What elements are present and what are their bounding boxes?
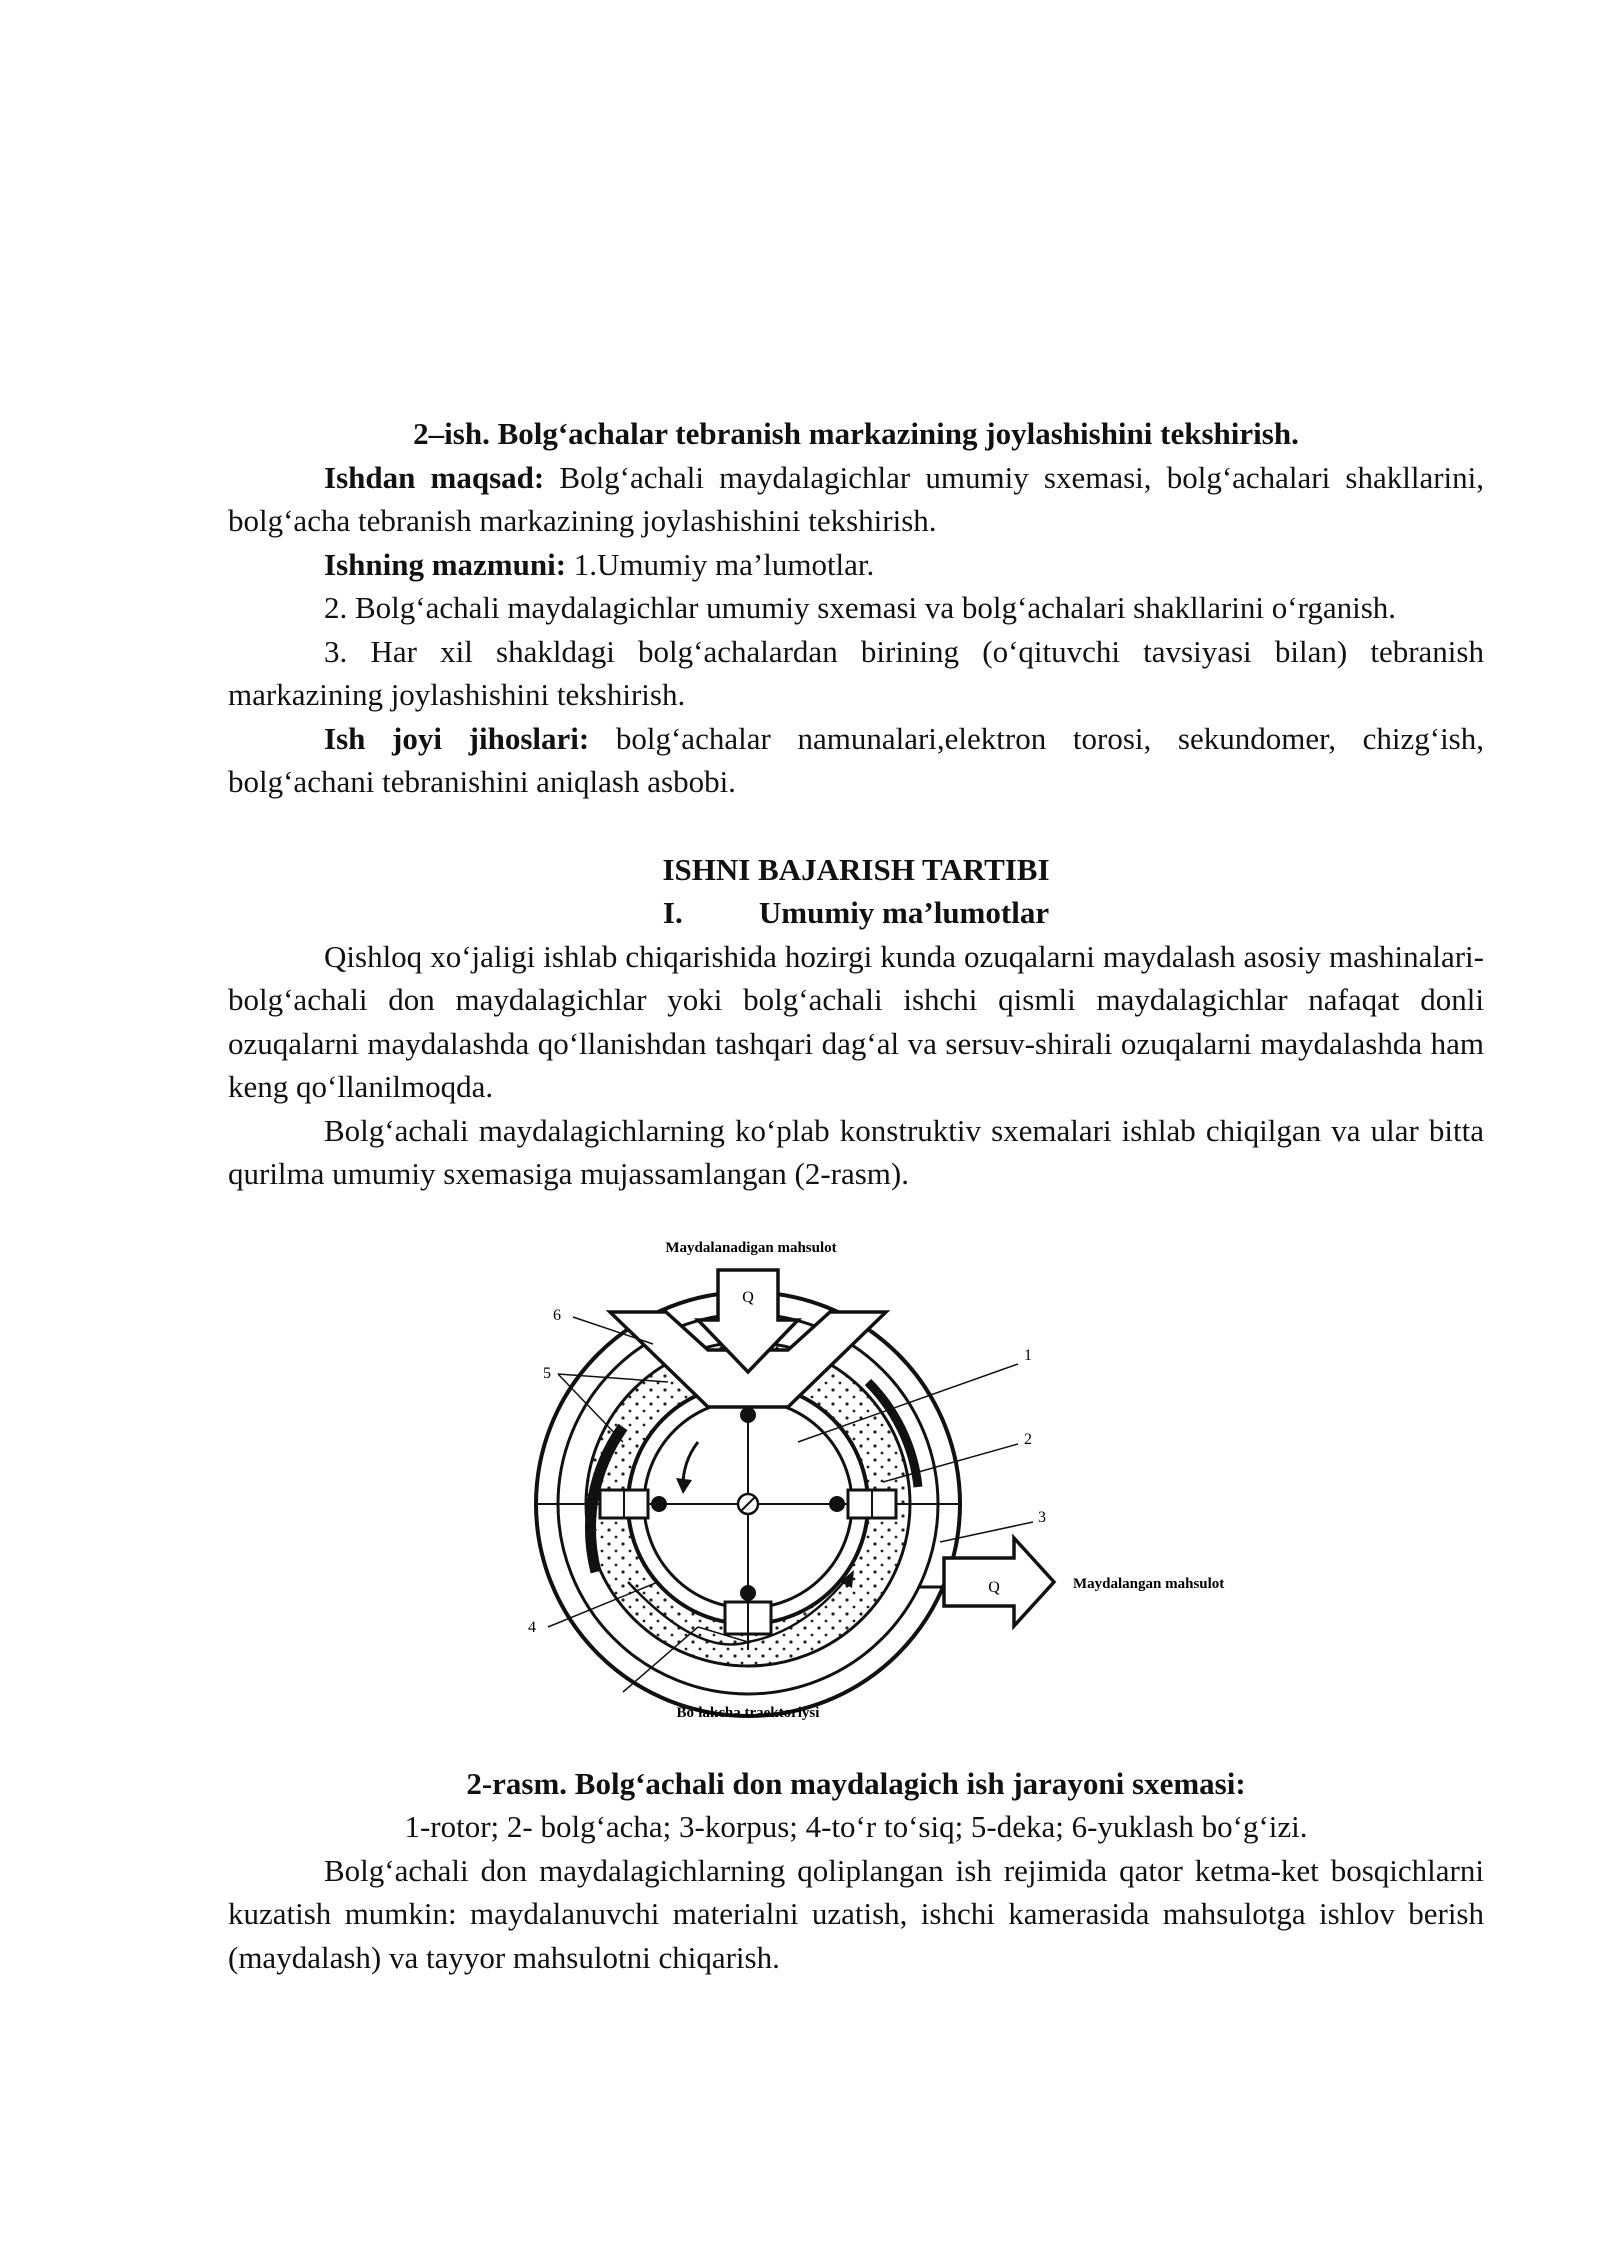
input-flow-symbol: Q (742, 1288, 754, 1306)
goal-text: Bolg‘achali maydalagichlar umumiy sxemasi, bolg‘achalari shakllarini, bolg‘acha tebranish markazining joylashishini tekshirish. (228, 459, 1484, 538)
body-paragraph-1: Qishloq xo‘jaligi ishlab chiqarishida hozirgi kunda ozuqalarni maydalash asosiy mashinalari-bolg‘achali don maydalagichlar yoki bolg‘achali ishchi qismli maydalagichlar nafaqat donli ozuqalarni maydalashda qo‘llanishdan tashqari dag‘al va sersuv-shirali ozuqalarni maydalashda ham keng qo‘llanilmoqda. (228, 938, 1484, 1104)
closing-paragraph: Bolg‘achali don maydalagichlarning qoliplangan ish rejimida qator ketma-ket bosqichlarni kuzatish mumkin: maydalanuvchi materialni uzatish, ishchi kamerasida mahsulotga ishlov berish (maydalash) va tayyor mahsulotni chiqarish. (228, 1852, 1484, 1975)
goal-label: Ishdan maqsad: (324, 459, 545, 495)
procedure-heading: ISHNI BAJARISH TARTIBI (662, 851, 1050, 887)
equipment-label: Ish joyi jihoslari: (324, 720, 590, 756)
crusher-diagram (228, 1232, 1484, 1762)
callout-4: 4 (528, 1618, 536, 1636)
equipment-text: bolg‘achalar namunalari,elektron torosi, sekundomer, chizg‘ish, bolg‘achani tebranishini aniqlash asbobi. (228, 720, 1484, 799)
equipment-paragraph (228, 717, 1484, 804)
content-item-1: 1.Umumiy ma’lumotlar. (566, 546, 875, 582)
figure-caption-legend: 1-rotor; 2- bolg‘acha; 3-korpus; 4-to‘r to‘siq; 5-deka; 6-yuklash bo‘g‘izi. (404, 1809, 1308, 1844)
callout-2: 2 (1024, 1430, 1032, 1448)
goal-paragraph (228, 456, 1484, 543)
content-item-2: 2. Bolg‘achali maydalagichlar umumiy sxemasi va bolg‘achalari shakllarini o‘rganish. (324, 590, 1397, 625)
output-label: Maydalangan mahsulot (1073, 1575, 1225, 1592)
lab-title: 2–ish. Bolg‘achalar tebranish markazining joylashishini tekshirish. (413, 416, 1299, 451)
hammer-pin-right (829, 1496, 845, 1512)
crusher-schematic (228, 1232, 1484, 1762)
hammer-pin-top (740, 1407, 756, 1423)
trajectory-label: Bo'lakcha traektoriysi (676, 1704, 820, 1721)
callout-1: 1 (1024, 1346, 1032, 1364)
input-label: Maydalanadigan mahsulot (665, 1239, 837, 1256)
hammer-pin-left (651, 1496, 667, 1512)
callout-6: 6 (553, 1306, 561, 1324)
content-paragraph (228, 543, 1484, 587)
hammer-pin-bottom (740, 1585, 756, 1601)
section-heading (228, 891, 1484, 935)
callout-3: 3 (1038, 1508, 1046, 1526)
section-title: Umumiy ma’lumotlar (758, 895, 1050, 930)
body-paragraph-2: Bolg‘achali maydalagichlarning ko‘plab konstruktiv sxemalari ishlab chiqilgan va ular bitta qurilma umumiy sxemasiga mujassamlangan (2-rasm). (228, 1112, 1484, 1191)
callout-line-3 (940, 1522, 1033, 1542)
content-label: Ishning mazmuni: (324, 546, 567, 582)
output-flow-symbol: Q (988, 1578, 1000, 1596)
section-number: I. (662, 895, 683, 930)
document-body (228, 412, 1484, 1979)
callout-5: 5 (543, 1364, 551, 1382)
content-item-3: 3. Har xil shakldagi bolg‘achalardan birining (o‘qituvchi tavsiyasi bilan) tebranish markazining joylashishini tekshirish. (228, 633, 1484, 712)
figure-caption-title: 2-rasm. Bolg‘achali don maydalagich ish jarayoni sxemasi: (466, 1765, 1246, 1801)
